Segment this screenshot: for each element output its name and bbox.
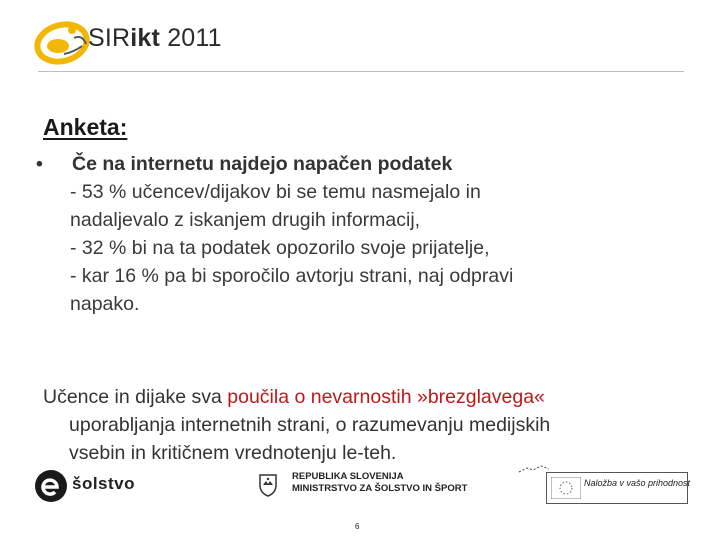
- eu-funding-logo: [546, 472, 691, 504]
- ministry-line-2: MINISTRSTVO ZA ŠOLSTVO IN ŠPORT: [292, 483, 468, 494]
- eu-slogan: Naložba v vašo prihodnost: [584, 478, 691, 488]
- esolstvo-logo-text: šolstvo: [72, 474, 136, 493]
- bullet-marker: •: [36, 153, 43, 175]
- list-item: nadaljevalo z iskanjem drugih informacij,: [70, 209, 421, 231]
- sirikt-logo-text: SIRikt 2011: [88, 24, 222, 52]
- bullet-heading: [34, 150, 684, 178]
- survey-results: [34, 150, 684, 318]
- paragraph-text: Učence in dijake sva: [43, 386, 228, 408]
- eu-flag-icon: [551, 477, 581, 499]
- esolstvo-logo-icon: [33, 468, 69, 504]
- page-number: 6: [355, 522, 360, 531]
- paragraph-line: vsebin in kritičnem vrednotenju le-teh.: [69, 442, 397, 464]
- summary-paragraph: [43, 383, 683, 467]
- ministry-logo-text: [292, 471, 467, 495]
- list-item: - 32 % bi na ta podatek opozorilo svoje prijatelje,: [70, 237, 490, 259]
- page-title: Anketa:: [43, 114, 128, 140]
- bullet-sublist: [34, 178, 684, 318]
- list-item: napako.: [70, 293, 140, 315]
- header-divider: [38, 71, 684, 72]
- list-item: - kar 16 % pa bi sporočilo avtorju strani, naj odpravi: [70, 265, 514, 287]
- bullet-heading-text: Če na internetu najdejo napačen podatek: [72, 153, 453, 175]
- ministry-line-1: REPUBLIKA SLOVENIJA: [292, 471, 404, 482]
- list-item: - 53 % učencev/dijakov bi se temu nasmejalo in: [70, 181, 481, 203]
- slovenia-coat-of-arms-icon: [258, 473, 278, 497]
- paragraph-highlight: poučila o nevarnostih »brezglavega«: [227, 386, 545, 408]
- paragraph-line: uporabljanja internetnih strani, o razumevanju medijskih: [69, 414, 551, 436]
